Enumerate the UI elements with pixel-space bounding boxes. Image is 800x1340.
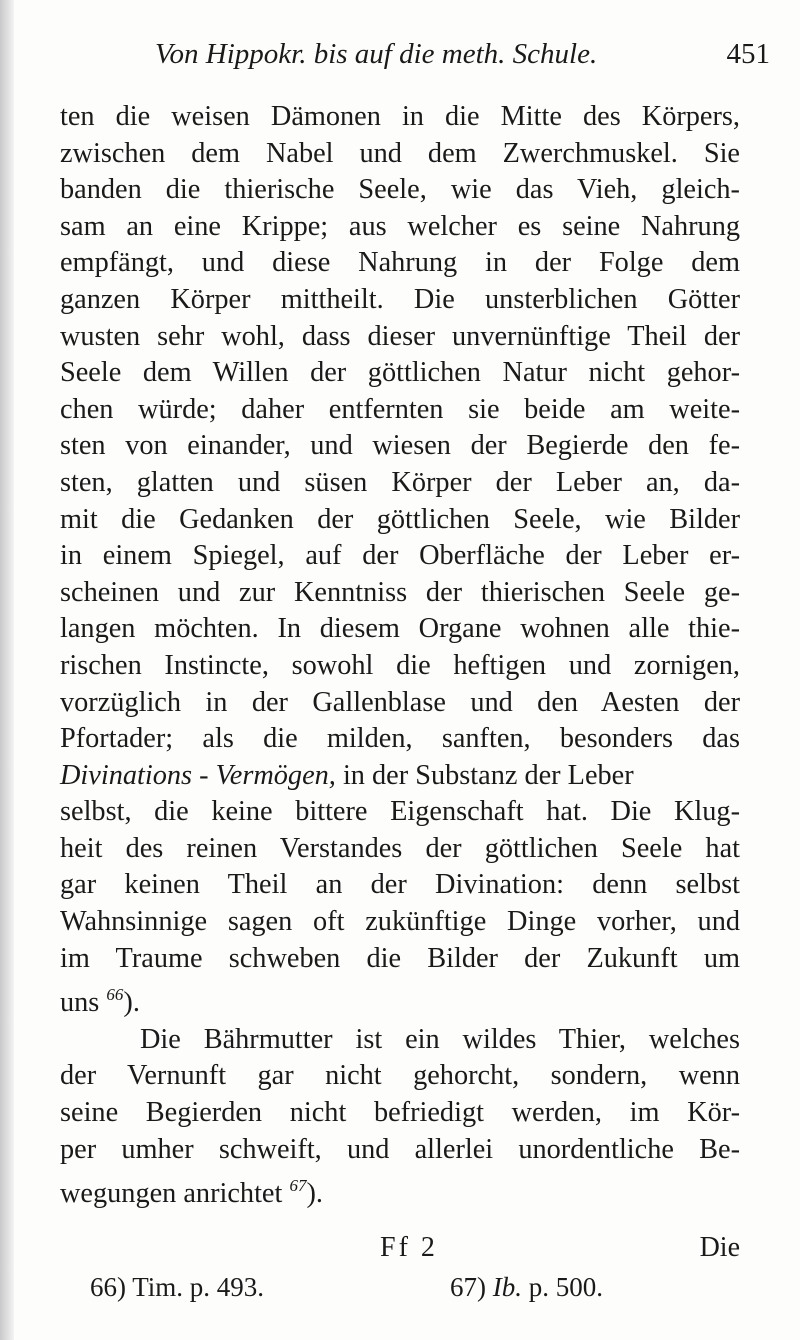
text-line: seine Begierden nicht befriedigt werden, im Kör- [60,1097,740,1129]
text-line: Seele dem Willen der göttlichen Natur nicht gehor- [60,357,740,389]
page-gutter-shadow [0,0,14,1340]
text-line-end: ). [306,1178,323,1210]
text-line: wusten sehr wohl, dass dieser unvernünftige Theil der [60,320,740,352]
running-title: Von Hippokr. bis auf die meth. Schule. [155,38,598,70]
text-line: empfängt, und diese Nahrung in der Folge dem [60,247,740,279]
text-line: ganzen Körper mittheilt. Die unsterblichen Götter [60,283,740,315]
text-line-start: uns [60,987,100,1019]
text-line: chen würde; daher entfernten sie beide am weite- [60,393,740,425]
footnote-ref-67: 67 [289,1176,307,1196]
text-line: sten von einander, und wiesen der Begierde den fe- [60,430,740,462]
text-line: Pfortader; als die milden, sanften, besonders das [60,723,740,755]
footnote-67 [450,1272,603,1303]
text-line: sam an eine Krippe; aus welcher es seine Nahrung [60,210,740,242]
text-line [60,1168,740,1213]
text-line: sten, glatten und süsen Körper der Leber an, da- [60,466,740,498]
text-line: im Traume schweben die Bilder der Zukunft um [60,942,740,974]
text-line: in einem Spiegel, auf der Oberfläche der Leber er- [60,540,740,572]
text-line: Wahnsinnige sagen oft zukünftige Dinge vorher, und [60,906,740,938]
italic-phrase: Divinations - Vermögen, [60,759,336,791]
text-line: langen möchten. In diesem Organe wohnen alle thie- [60,613,740,645]
running-header [155,38,770,78]
text-line: zwischen dem Nabel und dem Zwerchmuskel. Sie [60,137,740,169]
text-line-end: ). [123,987,140,1019]
text-line: scheinen und zur Kenntniss der thierischen Seele ge- [60,576,740,608]
text-line: selbst, die keine bittere Eigenschaft hat. Die Klug- [60,796,740,828]
text-line-start: wegungen anrichtet [60,1178,283,1210]
text-line: gar keinen Theil an der Divination: denn selbst [60,869,740,901]
footnote-text: p. 500. [528,1272,603,1302]
page-number: 451 [726,38,770,70]
text-line: rischen Instincte, sowohl die heftigen und zornigen, [60,649,740,681]
text-line [60,977,740,1022]
text-line-with-italic [60,758,740,795]
text-line: heit des reinen Verstandes der göttlichen Seele hat [60,832,740,864]
text-line: vorzüglich in der Gallenblase und den Aesten der [60,686,740,718]
body-text [60,99,740,1213]
footnote-66 [90,1272,264,1303]
footnote-ref-66: 66 [106,985,124,1005]
text-line: mit die Gedanken der göttlichen Seele, wie Bilder [60,503,740,535]
text-line: der Vernunft gar nicht gehorcht, sondern, wenn [60,1060,740,1092]
footnote-ref-abbrev: Ib. [492,1272,522,1302]
footnote-number: 67) [450,1272,486,1302]
text-line: Die Bährmutter ist ein wildes Thier, welches [140,1023,740,1055]
text-line: banden die thierische Seele, wie das Vieh, gleich- [60,174,740,206]
text-line-rest: in der Substanz der Leber [342,759,634,791]
text-line: per umher schweift, und allerlei unordentliche Be- [60,1133,740,1165]
catchword: Die [699,1232,740,1263]
text-line: ten die weisen Dämonen in die Mitte des Körpers, [60,101,740,132]
footnote-text: Tim. p. 493. [132,1272,265,1302]
signature-mark: Ff 2 [380,1232,438,1263]
footnote-number: 66) [90,1272,126,1302]
